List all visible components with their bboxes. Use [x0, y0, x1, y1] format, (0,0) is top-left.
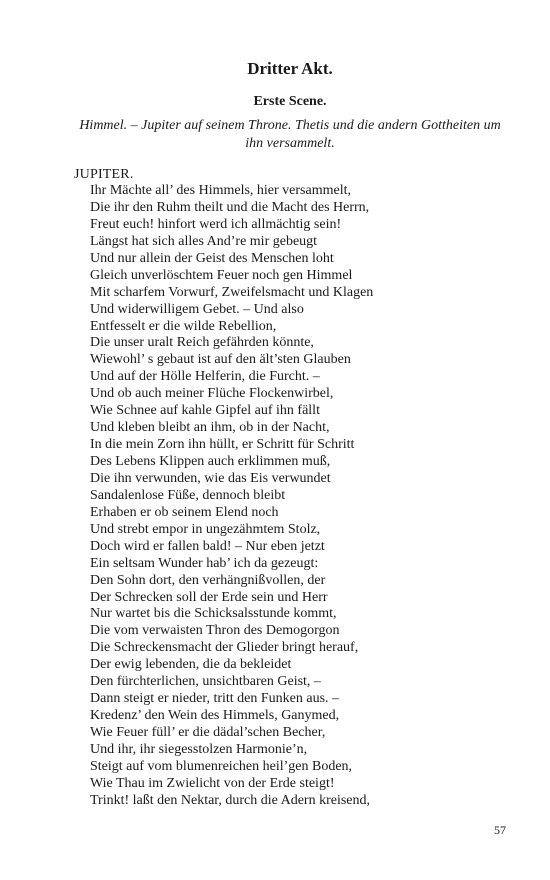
verse-line: Der ewig lebenden, die da bekleidet [90, 657, 292, 673]
verse-line: Die Schreckensmacht der Glieder bringt herauf, [90, 640, 359, 656]
verse-line: In die mein Zorn ihn hüllt, er Schritt für Schritt [90, 437, 355, 453]
verse-line: Die ihn verwunden, wie das Eis verwundet [90, 470, 331, 486]
verse-line: Wie Thau im Zwielicht von der Erde steigt! [90, 775, 335, 791]
verse-line: Und widerwilligem Gebet. – Und also [90, 301, 304, 317]
verse-line: Die unser uralt Reich gefährden könnte, [90, 335, 314, 351]
verse-line: Wiewohl’ s gebaut ist auf den ält’sten Glauben [90, 352, 351, 368]
verse-line: Wie Feuer füll’ er die dädal’schen Becher, [90, 725, 326, 740]
verse-line: Freut euch! hinfort werd ich allmächtig sein! [90, 216, 342, 232]
verse-line: Sandalenlose Füße, dennoch bleibt [90, 487, 286, 503]
verse-line: Entfesselt er die wilde Rebellion, [90, 318, 277, 334]
verse-line: Ein seltsam Wunder hab’ ich da gezeugt: [90, 555, 319, 571]
verse-line: Die ihr den Ruhm theilt und die Macht des Herrn, [90, 199, 370, 215]
verse-line: Und strebt empor in ungezähmtem Stolz, [90, 521, 321, 537]
page-number: 57 [494, 823, 506, 837]
verse-line: Und ob auch meiner Flüche Flockenwirbel, [90, 386, 334, 402]
verse-line: Längst hat sich alles And’re mir gebeugt [90, 233, 318, 249]
verse-line: Wie Schnee auf kahle Gipfel auf ihn fällt [90, 403, 320, 419]
verse-line: Kredenz’ den Wein des Himmels, Ganymed, [90, 708, 340, 724]
stage-direction: Himmel. – Jupiter auf seinem Throne. Thetis und die andern Gottheiten um ihn versammelt. [79, 118, 501, 151]
verse-line: Den Sohn dort, den verhängnißvollen, der [90, 572, 326, 588]
verse-line: Ihr Mächte all’ des Himmels, hier versammelt, [90, 183, 351, 198]
verse-line: Doch wird er fallen bald! – Nur eben jetzt [90, 538, 325, 554]
verse-line: Und nur allein der Geist des Menschen loht [90, 250, 334, 266]
verse-line: Erhaben er ob seinem Elend noch [90, 504, 279, 520]
verse-line: Die vom verwaisten Thron des Demogorgon [90, 623, 340, 639]
act-title: Dritter Akt. [247, 59, 333, 78]
verse-line: Und kleben bleibt an ihm, ob in der Nacht, [90, 420, 330, 436]
verse-line: Gleich unverlöschtem Feuer noch gen Himmel [90, 267, 353, 283]
scene-title: Erste Scene. [253, 94, 327, 109]
verse-block [90, 183, 373, 810]
verse-line: Trinkt! laßt den Nektar, durch die Adern kreisend, [90, 792, 371, 808]
verse-line: Und ihr, ihr siegesstolzen Harmonie’n, [90, 741, 308, 757]
verse-line: Den fürchterlichen, unsichtbaren Geist, – [90, 674, 321, 690]
verse-line: Und auf der Hölle Helferin, die Furcht. – [90, 369, 320, 385]
verse-line: Des Lebens Klippen auch erklimmen muß, [90, 454, 331, 469]
verse-line: Dann steigt er nieder, tritt den Funken aus. – [90, 691, 340, 707]
verse-line: Mit scharfem Vorwurf, Zweifelsmacht und Klagen [90, 284, 374, 300]
speaker-name: JUPITER. [74, 167, 134, 182]
verse-line: Der Schrecken soll der Erde sein und Herr [90, 589, 328, 605]
verse-line: Nur wartet bis die Schicksalsstunde kommt, [90, 606, 337, 622]
verse-line: Steigt auf vom blumenreichen heil’gen Boden, [90, 758, 353, 774]
